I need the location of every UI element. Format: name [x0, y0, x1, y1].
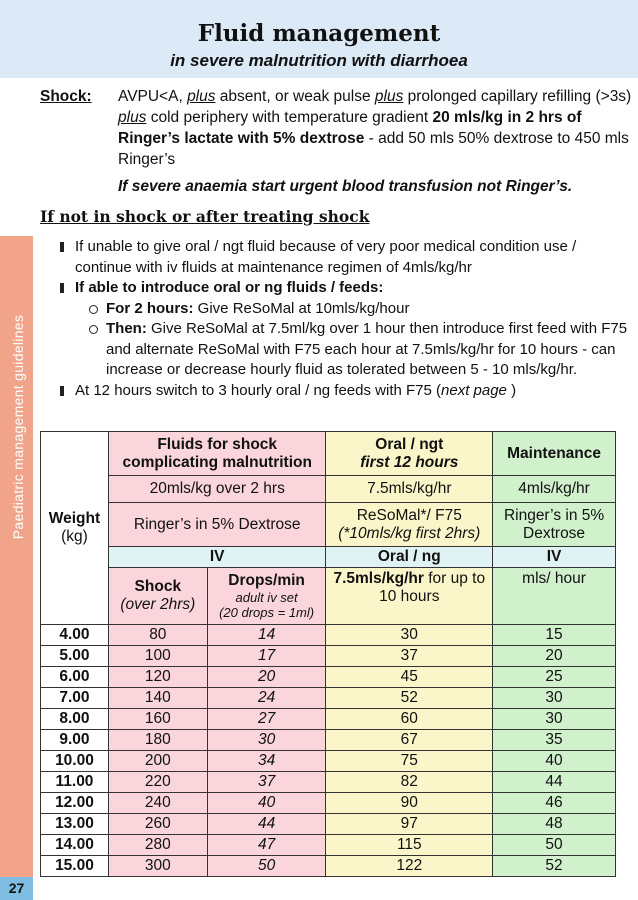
- weight-header: [41, 432, 109, 625]
- shock-text-part: prolonged capillary refilling (>3s): [403, 88, 632, 105]
- maintenance-cell: 40: [493, 751, 616, 772]
- weight-cell: 7.00: [41, 688, 109, 709]
- shock-cell: 220: [108, 772, 207, 793]
- shock-text-part: cold periphery with temperature gradient: [146, 109, 433, 126]
- shock-text-part: absent, or weak pulse: [215, 88, 375, 105]
- shock-cell: 300: [108, 856, 207, 877]
- maintenance-column-title: Maintenance: [493, 432, 616, 476]
- bullet-list: [58, 237, 632, 401]
- drops-cell: 30: [207, 730, 326, 751]
- oral-cell: 115: [326, 835, 493, 856]
- shock-cell: 280: [108, 835, 207, 856]
- section-heading: If not in shock or after treating shock: [40, 207, 370, 226]
- drops-note: (20 drops = 1ml): [219, 605, 315, 620]
- shock-fluid: Ringer’s in 5% Dextrose: [108, 503, 326, 547]
- oral-fluid: [326, 503, 493, 547]
- list-item-text: If able to introduce oral or ng fluids / feeds:: [75, 279, 384, 296]
- sub-item-heading: Then:: [106, 320, 147, 337]
- maintenance-route: IV: [493, 547, 616, 568]
- sub-item-heading: For 2 hours:: [106, 299, 194, 317]
- sub-item-text: Give ReSoMal at 10mls/kg/hour: [193, 299, 410, 317]
- sub-list-item: [58, 299, 632, 320]
- shock-text: [118, 86, 632, 197]
- drops-cell: 47: [207, 835, 326, 856]
- table-row: [41, 709, 616, 730]
- list-item-text: next page: [441, 381, 507, 399]
- drops-subheader: [207, 568, 326, 625]
- shock-dose: 20 mls/kg in 2 hrs of Ringer’s lactate with 5% dextrose: [118, 109, 582, 147]
- table-row: [41, 856, 616, 877]
- table-row: [41, 667, 616, 688]
- maintenance-cell: 20: [493, 646, 616, 667]
- shock-text-part: - add 50 mls 50% dextrose to 450 mls Ringer’s: [118, 130, 629, 168]
- drops-cell: 37: [207, 772, 326, 793]
- page-title: Fluid management: [197, 20, 441, 47]
- weight-cell: 6.00: [41, 667, 109, 688]
- drops-cell: 27: [207, 709, 326, 730]
- maintenance-cell: 52: [493, 856, 616, 877]
- oral-column-title: [326, 432, 493, 476]
- shock-warning: If severe anaemia start urgent blood transfusion not Ringer’s.: [118, 178, 573, 195]
- shock-sub-note: (over 2hrs): [120, 596, 196, 613]
- list-item: [58, 278, 632, 299]
- weight-cell: 11.00: [41, 772, 109, 793]
- oral-cell: 30: [326, 625, 493, 646]
- weight-cell: 12.00: [41, 793, 109, 814]
- oral-cell: 67: [326, 730, 493, 751]
- maintenance-cell: 30: [493, 709, 616, 730]
- drops-note: adult iv set: [235, 590, 298, 605]
- table-row: [41, 793, 616, 814]
- weight-cell: 15.00: [41, 856, 109, 877]
- list-item-text: At 12 hours switch to 3 hourly oral / ng feeds with F75 (: [75, 381, 442, 399]
- shock-cell: 100: [108, 646, 207, 667]
- plus-emphasis: plus: [118, 109, 147, 126]
- maintenance-fluid: Ringer’s in 5% Dextrose: [493, 503, 616, 547]
- shock-cell: 140: [108, 688, 207, 709]
- oral-cell: 90: [326, 793, 493, 814]
- maintenance-cell: 30: [493, 688, 616, 709]
- shock-cell: 80: [108, 625, 207, 646]
- weight-cell: 14.00: [41, 835, 109, 856]
- drops-cell: 40: [207, 793, 326, 814]
- weight-cell: 9.00: [41, 730, 109, 751]
- drops-title: Drops/min: [228, 572, 305, 589]
- shock-route: IV: [108, 547, 326, 568]
- maintenance-cell: 15: [493, 625, 616, 646]
- maintenance-cell: 25: [493, 667, 616, 688]
- drops-cell: 20: [207, 667, 326, 688]
- shock-cell: 160: [108, 709, 207, 730]
- table-row: [41, 835, 616, 856]
- oral-subtitle: first 12 hours: [360, 453, 459, 471]
- shock-column-title: Fluids for shock complicating malnutrition: [108, 432, 326, 476]
- oral-fluid-note: (*10mls/kg first 2hrs): [338, 524, 481, 542]
- oral-title: Oral / ngt: [375, 435, 444, 453]
- shock-label: Shock:: [40, 88, 92, 105]
- shock-cell: 200: [108, 751, 207, 772]
- oral-cell: 37: [326, 646, 493, 667]
- weight-cell: 8.00: [41, 709, 109, 730]
- table-row: [41, 751, 616, 772]
- list-item-text: If unable to give oral / ngt fluid because of very poor medical condition use / continue with iv fluids at maintenance regimen of 4mls/kg/hr: [75, 238, 577, 276]
- oral-cell: 60: [326, 709, 493, 730]
- shock-cell: 240: [108, 793, 207, 814]
- maintenance-cell: 48: [493, 814, 616, 835]
- shock-text-part: AVPU<A,: [118, 88, 188, 105]
- weight-cell: 13.00: [41, 814, 109, 835]
- drops-cell: 17: [207, 646, 326, 667]
- table-body: [41, 625, 616, 877]
- maintenance-cell: 35: [493, 730, 616, 751]
- oral-rate: 7.5mls/kg/hr: [326, 476, 493, 503]
- list-item: [58, 237, 632, 278]
- weight-label: Weight: [48, 510, 101, 527]
- list-item: [58, 381, 632, 402]
- oral-cell: 97: [326, 814, 493, 835]
- table-row: [41, 646, 616, 667]
- oral-route: Oral / ng: [326, 547, 493, 568]
- shock-subheader: [108, 568, 207, 625]
- shock-block: [40, 86, 632, 197]
- maintenance-cell: 46: [493, 793, 616, 814]
- shock-sub-title: Shock: [134, 578, 182, 595]
- oral-cell: 45: [326, 667, 493, 688]
- weight-cell: 5.00: [41, 646, 109, 667]
- drops-cell: 50: [207, 856, 326, 877]
- drops-cell: 24: [207, 688, 326, 709]
- table-row: [41, 625, 616, 646]
- shock-cell: 180: [108, 730, 207, 751]
- fluid-table: [40, 431, 616, 877]
- page-subtitle: in severe malnutrition with diarrhoea: [170, 51, 468, 70]
- oral-cell: 122: [326, 856, 493, 877]
- plus-emphasis: plus: [187, 88, 216, 105]
- shock-rate: 20mls/kg over 2 hrs: [108, 476, 326, 503]
- list-item-text: ): [506, 381, 517, 399]
- weight-unit: (kg): [61, 528, 88, 545]
- weight-cell: 4.00: [41, 625, 109, 646]
- side-tab-label: Paediatric management guidelines: [10, 314, 26, 540]
- oral-fluid-name: ReSoMal*/ F75: [356, 506, 462, 524]
- maintenance-cell: 44: [493, 772, 616, 793]
- page-number: 27: [0, 877, 33, 900]
- oral-subheader: [326, 568, 493, 625]
- shock-cell: 120: [108, 667, 207, 688]
- maintenance-rate: 4mls/kg/hr: [493, 476, 616, 503]
- oral-cell: 82: [326, 772, 493, 793]
- plus-emphasis: plus: [374, 88, 404, 105]
- table-row: [41, 814, 616, 835]
- oral-cell: 52: [326, 688, 493, 709]
- oral-sub-text: for up to 10 hours: [379, 570, 486, 605]
- sub-list-item: [58, 319, 632, 381]
- drops-cell: 14: [207, 625, 326, 646]
- table-row: [41, 772, 616, 793]
- drops-cell: 34: [207, 751, 326, 772]
- maintenance-cell: 50: [493, 835, 616, 856]
- table-row: [41, 688, 616, 709]
- table-row: [41, 730, 616, 751]
- maintenance-subheader: mls/ hour: [493, 568, 616, 625]
- weight-cell: 10.00: [41, 751, 109, 772]
- sub-item-text: Give ReSoMal at 7.5ml/kg over 1 hour then introduce first feed with F75 and alternate ReSoMal with F75 each hour at 7.5mls/kg/hr for 10 hours - can increase or decrease hourly fluid as tolerated between 5 - 10 mls/kg/hr.: [106, 320, 628, 378]
- shock-cell: 260: [108, 814, 207, 835]
- oral-cell: 75: [326, 751, 493, 772]
- drops-cell: 44: [207, 814, 326, 835]
- oral-sub-rate: 7.5mls/kg/hr: [333, 570, 424, 587]
